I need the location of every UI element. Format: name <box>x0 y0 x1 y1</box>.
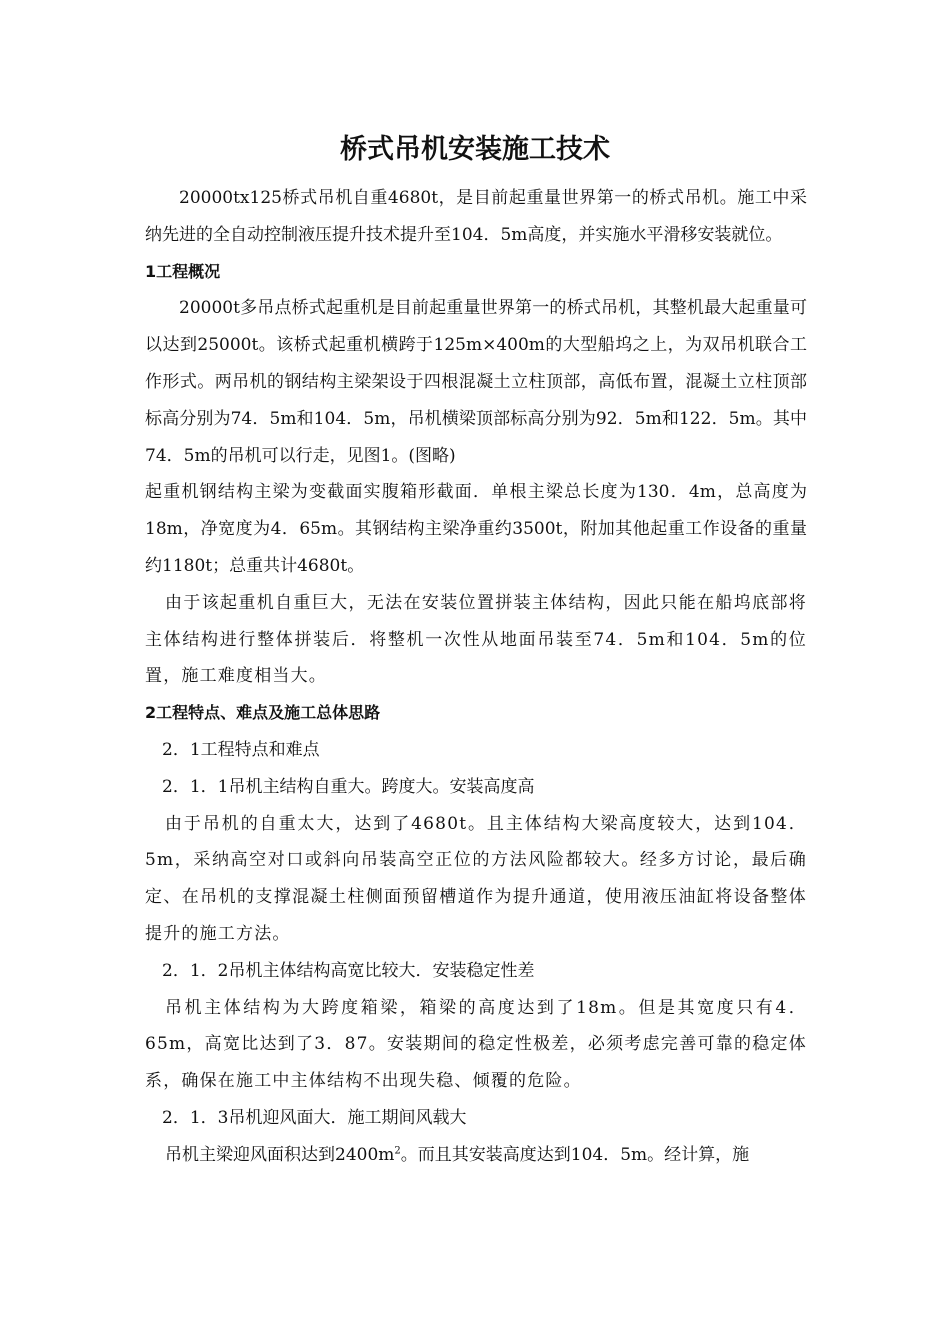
subsection-2-1-1-paragraph: 由于吊机的自重太大，达到了4680t。且主体结构大梁高度较大，达到104．5m，采纳高空对口或斜向吊装高空正位的方法风险都较大。经多方讨论，最后确定、在吊机的支撑混凝土柱侧面预留槽道作为提升通道，使用液压油缸将设备整体提升的施工方法。 <box>145 813 807 944</box>
document-body <box>145 180 807 1174</box>
superscript-2: 2 <box>394 1145 401 1157</box>
intro-paragraph: 20000tx125桥式吊机自重4680t，是目前起重量世界第一的桥式吊机。施工中采纳先进的全自动控制液压提升技术提升至104．5m高度，并实施水平滑移安装就位。 <box>145 188 807 245</box>
subsection-2-1-3-text-b: 。而且其安装高度达到104．5m。经计算，施 <box>400 1144 750 1165</box>
subsection-2-1-2-paragraph: 吊机主体结构为大跨度箱梁，箱梁的高度达到了18m。但是其宽度只有4．65m，高宽比达到了3．87。安装期间的稳定性极差，必须考虑完善可靠的稳定体系，确保在施工中主体结构不出现失稳、倾覆的危险。 <box>145 997 807 1092</box>
section-1-paragraph-3: 由于该起重机自重巨大，无法在安装位置拼装主体结构，因此只能在船坞底部将主体结构进行整体拼装后．将整机一次性从地面吊装至74．5m和104．5m的位置，施工难度相当大。 <box>145 592 807 687</box>
subsection-2-1-3-text-a: 吊机主梁迎风面积达到2400m <box>165 1144 395 1165</box>
section-1-paragraph-2: 起重机钢结构主梁为变截面实腹箱形截面．单根主梁总长度为130．4m，总高度为18m，净宽度为4．65m。其钢结构主梁净重约3500t，附加其他起重工作设备的重量约1180t；总重共计4680t。 <box>145 482 807 576</box>
subsection-2-1-heading: 2．1工程特点和难点 <box>162 739 320 760</box>
section-2-heading: 2工程特点、难点及施工总体思路 <box>145 703 381 723</box>
subsection-2-1-2-heading: 2．1．2吊机主体结构高宽比较大．安装稳定性差 <box>162 960 535 981</box>
section-1-heading: 1工程概况 <box>145 261 221 281</box>
subsection-2-1-3-heading: 2．1．3吊机迎风面大．施工期间风载大 <box>162 1107 467 1128</box>
section-1-paragraph-1: 20000t多吊点桥式起重机是目前起重量世界第一的桥式吊机，其整机最大起重量可以达到25000t。该桥式起重机横跨于125m×400m的大型船坞之上，为双吊机联合工作形式。两吊机的钢结构主梁架设于四根混凝土立柱顶部，高低布置，混凝土立柱顶部标高分别为74．5m和104．5m，吊机横梁顶部标高分别为92．5m和122．5m。其中74．5m的吊机可以行走，见图1。(图略) <box>145 298 807 466</box>
subsection-2-1-3-paragraph <box>145 1137 807 1174</box>
document-title: 桥式吊机安装施工技术 <box>340 134 610 165</box>
subsection-2-1-1-heading: 2．1．1吊机主结构自重大。跨度大。安装高度高 <box>162 776 535 797</box>
